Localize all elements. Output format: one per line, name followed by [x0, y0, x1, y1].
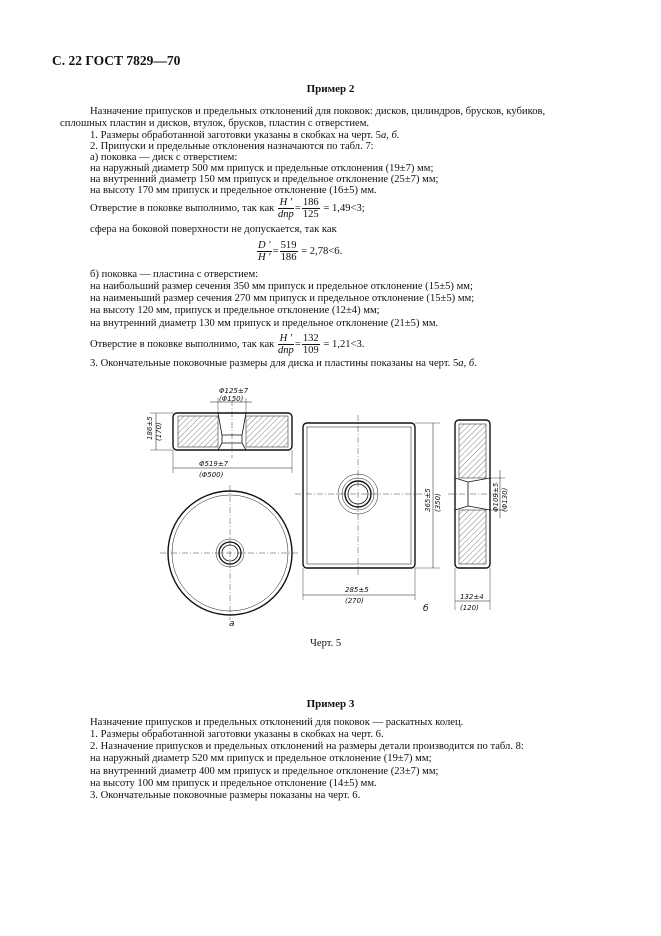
ex3-line: на наружный диаметр 520 мм припуск и предельное отклонение (19±7) мм;	[90, 753, 432, 764]
plate-section	[448, 420, 505, 610]
item-3-text: 3. Окончательные поковочные размеры для диска и пластины показаны на черт. 5	[90, 358, 459, 369]
formula-3-text: Отверстие в поковке выполнимо, так как	[90, 338, 275, 350]
f1-den1: dпр	[277, 209, 294, 220]
drawing-caption: Черт. 5	[310, 638, 342, 649]
dim-thick-b-fin: (120)	[460, 604, 479, 612]
f2-num1: D ′	[258, 240, 271, 251]
ex3-line: 3. Окончательные поковочные размеры показаны на черт. 6.	[90, 790, 361, 801]
f3-den1: dпр	[277, 345, 294, 356]
f2-den2: 186	[280, 252, 297, 263]
f2-num2: 519	[280, 240, 297, 251]
example-3-title: Пример 3	[306, 698, 355, 710]
page-header: С. 22 ГОСТ 7829—70	[52, 53, 181, 68]
dim-hole-b: Φ109±5	[492, 482, 500, 512]
disk-plan	[160, 485, 300, 620]
item-1-text: 1. Размеры обработанной заготовки указаны в скобках на черт. 5	[90, 130, 381, 141]
ex3-line: на внутренний диаметр 400 мм припуск и предельное отклонение (23±7) мм;	[90, 766, 439, 777]
dim-diam-a: Φ519±7	[199, 460, 229, 468]
item-3-ref: а, б.	[458, 358, 477, 369]
a-line: на высоту 170 мм припуск и предельное отклонение (16±5) мм.	[90, 185, 377, 196]
f1-den2: 125	[302, 209, 319, 220]
dim-thick-b: 132±4	[460, 593, 484, 601]
ex3-line: на высоту 100 мм припуск и предельное отклонение (14±5) мм.	[90, 778, 377, 789]
a-line: на наружный диаметр 500 мм припуск и предельные отклонения (19±7) мм;	[90, 163, 434, 174]
label-b: б	[423, 604, 429, 614]
formula-2: $\frac{D '}{H '}$ = $\frac{519}{186}$ = 2,78<6.	[258, 240, 343, 263]
b-line: на высоту 120 мм, припуск и предельное отклонение (12±4) мм;	[90, 305, 380, 316]
intro-line-2: сплошных пластин и дисков, втулок, брусков, пластин с отверстием.	[60, 118, 370, 129]
f2-result: = 2,78<6.	[301, 245, 343, 257]
item-2: 2. Припуски и предельные отклонения назначаются по табл. 7:	[90, 141, 374, 152]
dim-height-a-fin: (170)	[155, 422, 163, 441]
f1-num2: 186	[302, 197, 319, 208]
formula-1-text: Отверстие в поковке выполнимо, так как	[90, 202, 275, 214]
dim-hole-b-fin: (Φ130)	[501, 487, 509, 512]
f3-den2: 109	[302, 345, 319, 356]
dim-hole-a-fin: (Φ150)	[219, 395, 244, 403]
f3-num1: H ′	[279, 333, 293, 344]
dim-hole-a: Φ125±7	[219, 387, 249, 395]
sphere-text: сфера на боковой поверхности не допускается, так как	[90, 224, 337, 235]
b-heading: б) поковка — пластина с отверстием:	[90, 269, 259, 280]
b-line: на наибольший размер сечения 350 мм припуск и предельное отклонение (15±5) мм;	[90, 281, 473, 292]
ex3-line: 2. Назначение припусков и предельных отклонений на размеры детали производится по табл. 8:	[90, 741, 524, 752]
dim-width-b-fin: (270)	[345, 597, 364, 605]
item-1-ref: а, б.	[380, 130, 400, 141]
dim-width-b: 285±5	[345, 586, 369, 594]
b-line: на наименьший размер сечения 270 мм припуск и предельное отклонение (15±5) мм;	[90, 293, 475, 304]
formula-3: Отверстие в поковке выполнимо, так как $\frac{H '}{\text{dпр}}$ = $\frac{132}{109}$ = 1,21<3.	[90, 333, 365, 356]
dim-diam-a-fin: (Φ500)	[199, 471, 224, 479]
dim-height-b: 365±5	[424, 488, 432, 512]
f3-result: = 1,21<3.	[323, 338, 365, 350]
formula-1: Отверстие в поковке выполнимо, так как $\frac{H '}{\text{dпр}}$ = $\frac{186}{125}$ = 1,49<3;	[90, 197, 365, 220]
ex3-line: Назначение припусков и предельных отклонений для поковок — раскатных колец.	[90, 717, 464, 728]
b-line: на внутренний диаметр 130 мм припуск и предельное отклонение (21±5) мм.	[90, 318, 439, 329]
intro-line-1: Назначение припусков и предельных отклонений для поковок: дисков, цилиндров, брусков, кубиков,	[90, 106, 546, 117]
example-2-title: Пример 2	[306, 83, 355, 95]
a-heading: а) поковка — диск с отверстием:	[90, 152, 238, 163]
f1-result: = 1,49<3;	[323, 202, 365, 214]
f3-num2: 132	[302, 333, 319, 344]
f1-num1: H ′	[279, 197, 293, 208]
dim-height-b-fin: (350)	[434, 493, 442, 512]
label-a: а	[229, 619, 235, 629]
plate-plan	[295, 415, 440, 600]
dim-height-a: 186±5	[146, 416, 154, 440]
ex3-line: 1. Размеры обработанной заготовки указаны в скобках на черт. 6.	[90, 729, 384, 740]
a-line: на внутренний диаметр 150 мм припуск и предельное отклонение (25±7) мм;	[90, 174, 439, 185]
f2-den1: H ′	[258, 252, 271, 263]
